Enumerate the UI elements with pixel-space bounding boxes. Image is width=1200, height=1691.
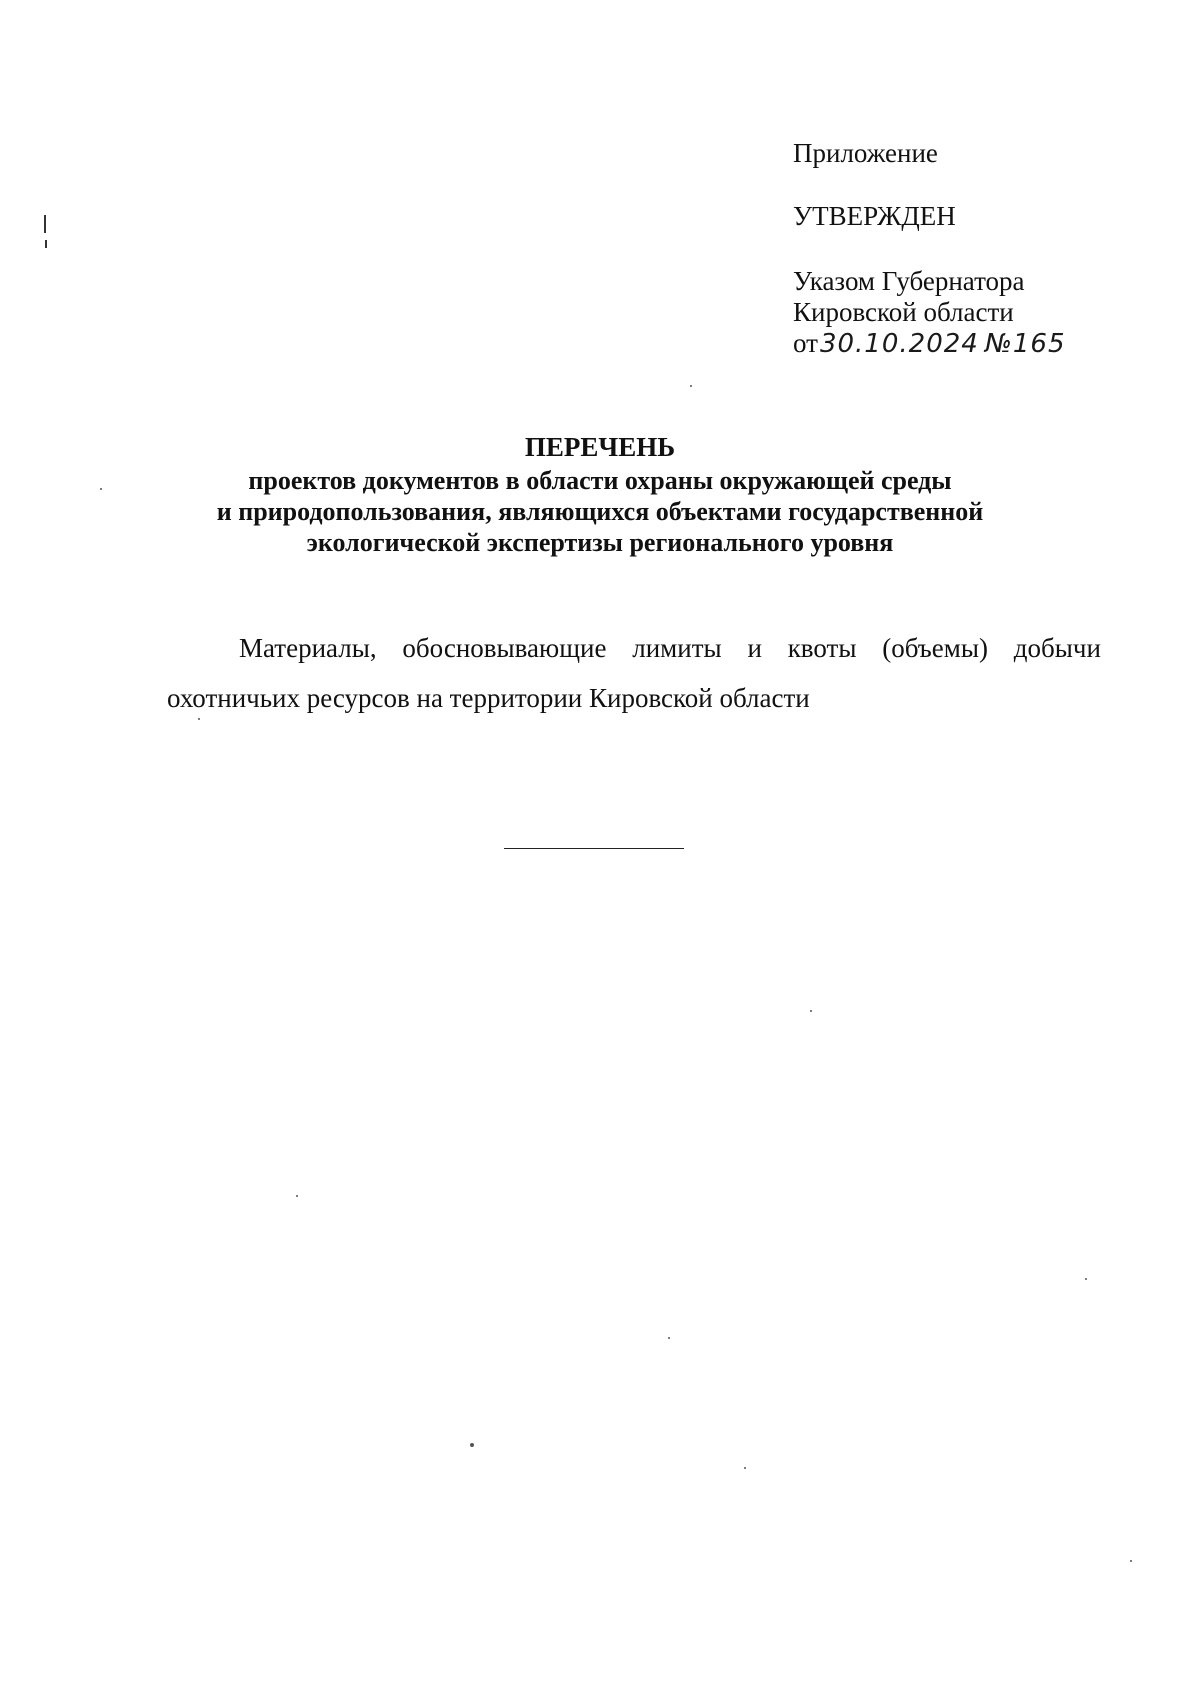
scan-speck bbox=[744, 1467, 746, 1469]
scan-speck bbox=[296, 1195, 298, 1197]
document-title bbox=[150, 432, 1050, 558]
body-line-1 bbox=[167, 623, 1101, 673]
handwritten-date: 30.10.2024 bbox=[819, 329, 979, 359]
scan-mark bbox=[44, 215, 46, 233]
body-word: лимиты bbox=[632, 633, 722, 663]
body-word: (объемы) bbox=[882, 633, 988, 663]
body-word: обосновывающие bbox=[402, 633, 607, 663]
scan-speck bbox=[100, 488, 102, 490]
handwritten-number: №165 bbox=[984, 329, 1066, 359]
title-heading: ПЕРЕЧЕНЬ bbox=[524, 432, 676, 462]
decree-line-2: Кировской области bbox=[793, 297, 1014, 327]
scan-speck bbox=[470, 1443, 474, 1447]
decree-date-line bbox=[793, 328, 1066, 360]
separator-line bbox=[504, 848, 684, 849]
appendix-label: Приложение bbox=[793, 138, 938, 168]
body-word: и bbox=[747, 633, 762, 663]
scan-speck bbox=[690, 385, 692, 387]
title-line-3: экологической экспертизы регионального уровня bbox=[306, 528, 894, 557]
body-word: Материалы, bbox=[239, 633, 377, 663]
scan-mark bbox=[45, 240, 47, 248]
body-line-2: охотничьих ресурсов на территории Кировской области bbox=[167, 683, 810, 713]
body-word: добычи bbox=[1013, 633, 1101, 663]
body-word: квоты bbox=[787, 633, 857, 663]
approved-label: УТВЕРЖДЕН bbox=[793, 201, 956, 231]
scan-speck bbox=[668, 1337, 670, 1339]
title-line-2: и природопользования, являющихся объектами государственной bbox=[216, 497, 984, 526]
date-prefix: от bbox=[793, 328, 818, 358]
scan-speck bbox=[810, 1010, 812, 1012]
scan-speck bbox=[198, 718, 200, 720]
body-paragraph bbox=[167, 623, 1101, 723]
title-line-1: проектов документов в области охраны окружающей среды bbox=[248, 466, 952, 495]
scan-speck bbox=[1085, 1278, 1087, 1280]
decree-line-1: Указом Губернатора bbox=[793, 266, 1025, 296]
scan-speck bbox=[1130, 1560, 1132, 1562]
